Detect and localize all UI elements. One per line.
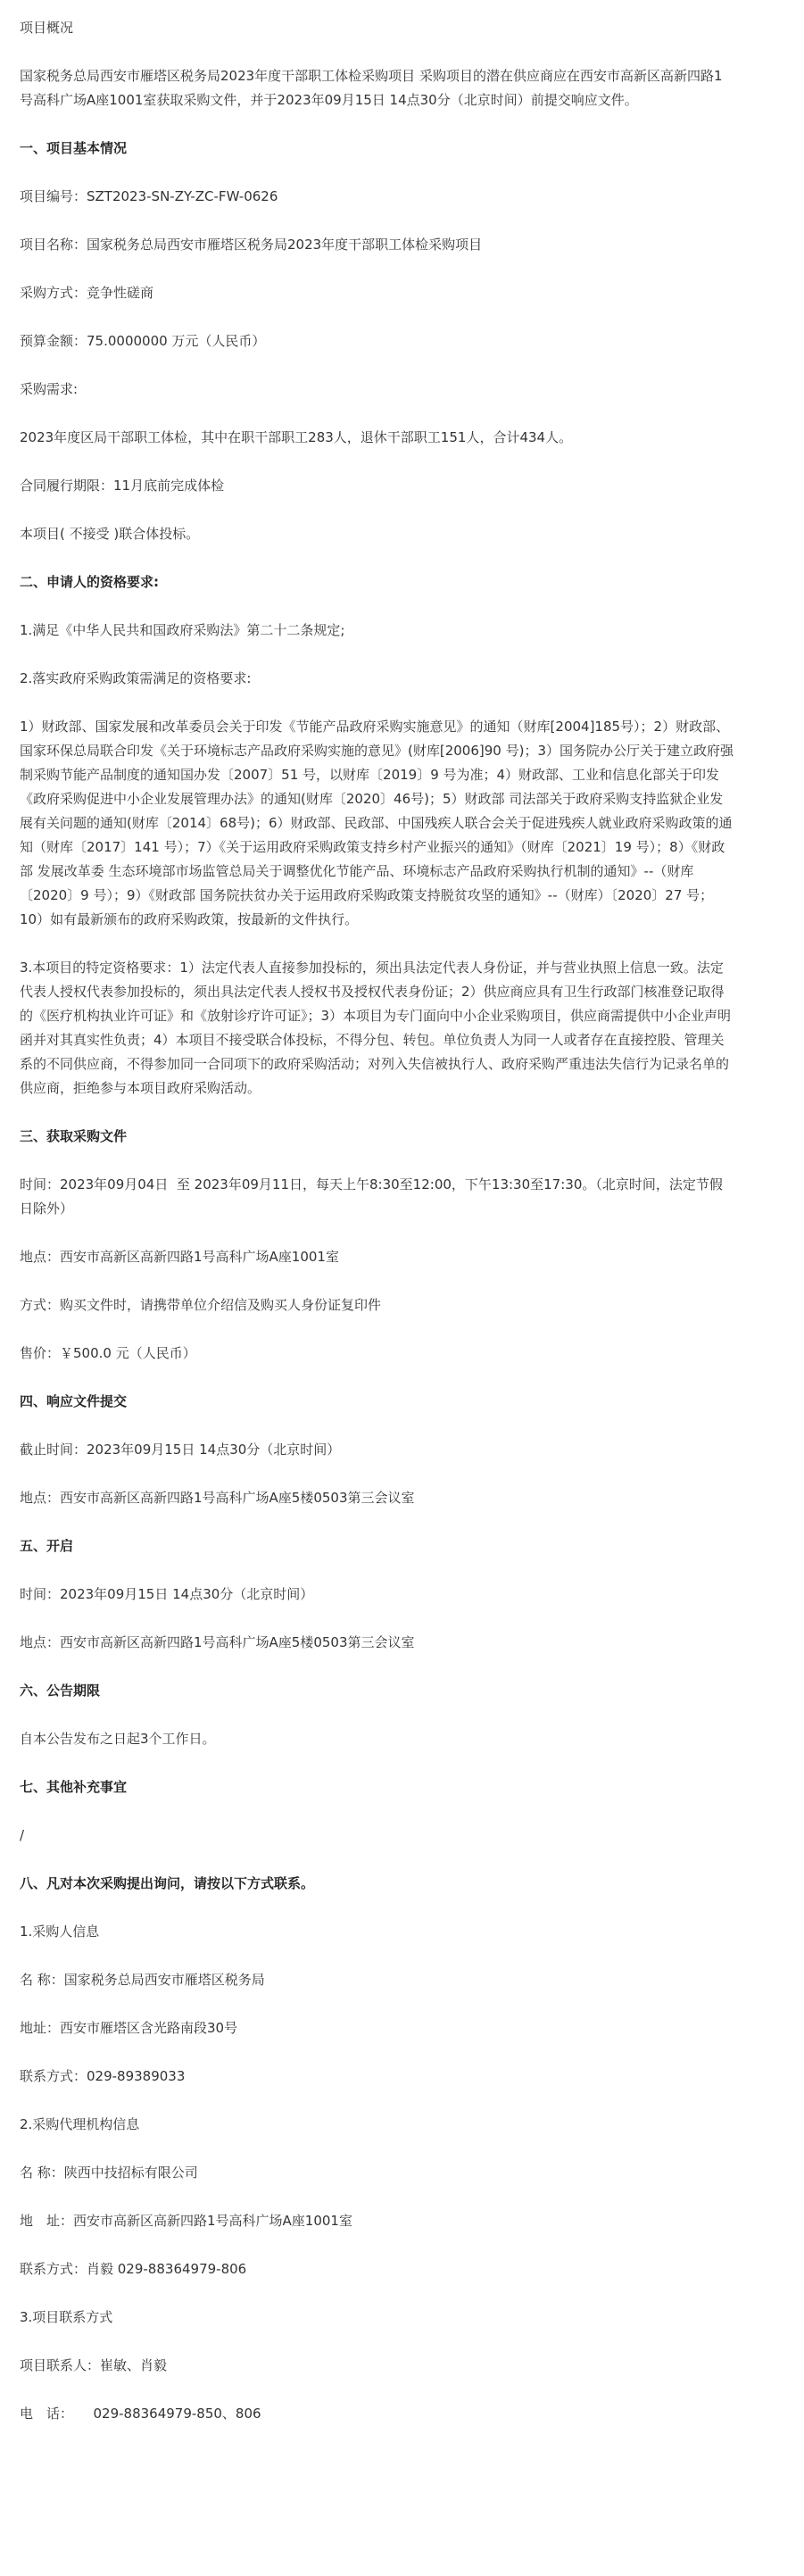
- obtain-time: 时间：2023年09月04日 至 2023年09月11日，每天上午8:30至12:00，下午13:30至17:30。（北京时间，法定节假日除外）: [20, 1176, 723, 1217]
- purchaser-info-label: 1.采购人信息: [20, 1924, 100, 1940]
- section-title-qualifications: 二、申请人的资格要求:: [20, 574, 159, 590]
- section-title-basic-info: 一、项目基本情况: [20, 140, 128, 156]
- project-number: 项目编号：SZT2023-SN-ZY-ZC-FW-0626: [20, 188, 278, 204]
- purchaser-name: 名 称：国家税务总局西安市雁塔区税务局: [20, 1972, 265, 1988]
- consortium-note: 本项目( 不接受 )联合体投标。: [20, 526, 200, 542]
- procurement-announcement: [20, 16, 735, 2426]
- opening-place: 地点：西安市高新区高新四路1号高科广场A座5楼0503第三会议室: [20, 1634, 415, 1650]
- contract-period: 合同履行期限：11月底前完成体检: [20, 478, 225, 494]
- opening-time: 时间：2023年09月15日 14点30分（北京时间）: [20, 1586, 314, 1602]
- agency-name: 名 称：陕西中技招标有限公司: [20, 2165, 198, 2181]
- qualification-item-3: 3.本项目的特定资格要求：1）法定代表人直接参加投标的，须出具法定代表人身份证，并与营业执照上信息一致。法定代表人授权代表参加投标的，须出具法定代表人授权书及授权代表身份证；2）供应商应具有卫生行政部门核准登记取得的《医疗机构执业许可证》和《放射诊疗许可证》；3）本项目为专门面向中小企业采购项目，供应商需提供中小企业声明函并对其真实性负责；4）本项目不接受联合体投标，不得分包、转包。单位负责人为同一人或者存在直接控股、管理关系的不同供应商，不得参加同一合同项下的政府采购活动；对列入失信被执行人、政府采购严重违法失信行为记录名单的供应商，拒绝参与本项目政府采购活动。: [20, 960, 732, 1096]
- agency-info-label: 2.采购代理机构信息: [20, 2116, 140, 2132]
- document-price: 售价：￥500.0 元（人民币）: [20, 1345, 196, 1361]
- purchaser-contact: 联系方式：029-89389033: [20, 2068, 186, 2084]
- procurement-method: 采购方式：竞争性磋商: [20, 285, 154, 301]
- agency-address: 地 址：西安市高新区高新四路1号高科广场A座1001室: [20, 2213, 352, 2229]
- submission-place: 地点：西安市高新区高新四路1号高科广场A座5楼0503第三会议室: [20, 1490, 415, 1506]
- obtain-place: 地点：西安市高新区高新四路1号高科广场A座1001室: [20, 1249, 339, 1265]
- intro-text: 国家税务总局西安市雁塔区税务局2023年度干部职工体检采购项目 采购项目的潜在供应商应在西安市高新区高新四路1号高科广场A座1001室获取采购文件，并于2023年09月15日 14点30分（北京时间）前提交响应文件。: [20, 68, 723, 108]
- project-contact-person: 项目联系人：崔敏、肖毅: [20, 2357, 168, 2373]
- demand-text: 2023年度区局干部职工体检，其中在职干部职工283人，退休干部职工151人，合计434人。: [20, 429, 573, 445]
- agency-contact: 联系方式：肖毅 029-88364979-806: [20, 2261, 247, 2277]
- policy-list: 1）财政部、国家发展和改革委员会关于印发《节能产品政府采购实施意见》的通知（财库[2004]185号）；2）财政部、国家环保总局联合印发《关于环境标志产品政府采购实施的意见》(财库[2006]90 号)；3）国务院办公厅关于建立政府强制采购节能产品制度的通知国办发〔2007〕51 号，以财库〔2019〕9 号为准；4）财政部、工业和信息化部关于印发《政府采购促进中小企业发展管理办法》的通知(财库〔2020〕46号)；5）财政部 司法部关于政府采购支持监狱企业发展有关问题的通知(财库〔2014〕68号)；6）财政部、民政部、中国残疾人联合会关于促进残疾人就业政府采购政策的通知（财库〔2017〕141 号）；7）《关于运用政府采购政策支持乡村产业振兴的通知》（财库〔2021〕19 号）；8）《财政部 发展改革委 生态环境部市场监管总局关于调整优化节能产品、环境标志产品政府采购执行机制的通知》--（财库〔2020〕9 号）；9）《财政部 国务院扶贫办关于运用政府采购政策支持脱贫攻坚的通知》--（财库）〔2020〕27 号；10）如有最新颁布的政府采购政策，按最新的文件执行。: [20, 719, 734, 927]
- qualification-item-1: 1.满足《中华人民共和国政府采购法》第二十二条规定;: [20, 622, 345, 638]
- section-title-announcement-period: 六、公告期限: [20, 1683, 101, 1699]
- project-contact-label: 3.项目联系方式: [20, 2309, 113, 2325]
- announcement-period-text: 自本公告发布之日起3个工作日。: [20, 1731, 216, 1747]
- section-title-opening: 五、开启: [20, 1538, 74, 1554]
- project-name: 项目名称：国家税务总局西安市雁塔区税务局2023年度干部职工体检采购项目: [20, 237, 483, 253]
- project-contact-phone: 电 话： 029-88364979-850、806: [20, 2406, 261, 2422]
- section-title-supplementary: 七、其他补充事宜: [20, 1779, 128, 1795]
- submission-deadline: 截止时间：2023年09月15日 14点30分（北京时间）: [20, 1442, 341, 1458]
- obtain-way: 方式：购买文件时，请携带单位介绍信及购买人身份证复印件: [20, 1297, 382, 1313]
- intro-heading: 项目概况: [20, 20, 74, 36]
- section-title-contact: 八、凡对本次采购提出询问，请按以下方式联系。: [20, 1875, 315, 1891]
- purchaser-address: 地址：西安市雁塔区含光路南段30号: [20, 2020, 238, 2036]
- qualification-item-2: 2.落实政府采购政策需满足的资格要求:: [20, 670, 252, 686]
- supplementary-text: /: [20, 1827, 25, 1843]
- section-title-submission: 四、响应文件提交: [20, 1393, 128, 1409]
- section-title-obtain-documents: 三、获取采购文件: [20, 1128, 128, 1144]
- demand-label: 采购需求:: [20, 381, 79, 397]
- budget-amount: 预算金额：75.0000000 万元（人民币）: [20, 333, 266, 349]
